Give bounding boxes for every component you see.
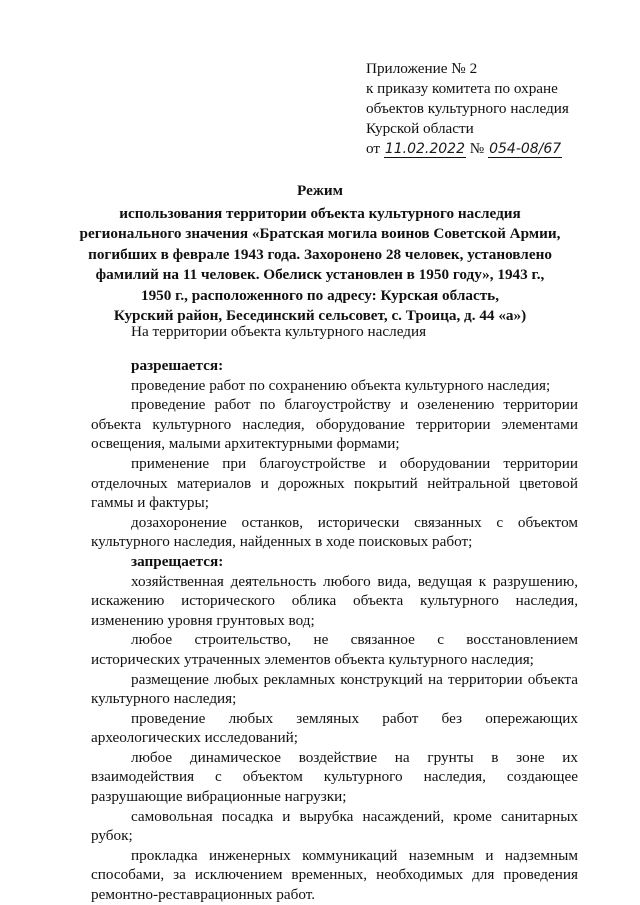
appendix-line-3: объектов культурного наследия: [366, 100, 569, 117]
document-title: [70, 181, 570, 327]
forbidden-item: любое динамическое воздействие на грунты в зоне их взаимодействия с объектом культурного наследия, создающее разрушающие вибрационные нагрузки;: [91, 748, 578, 806]
title-line: погибших в феврале 1943 года. Захоронено 28 человек, установлено: [88, 245, 552, 263]
forbidden-item: самовольная посадка и вырубка насаждений, кроме санитарных рубок;: [91, 807, 578, 845]
forbidden-item: проведение любых земляных работ без опережающих археологических исследований;: [91, 709, 578, 747]
title-line: 1950 г., расположенного по адресу: Курская область,: [140, 286, 500, 304]
order-date-number: [366, 139, 569, 159]
intro-text: На территории объекта культурного наследия: [131, 323, 427, 340]
allowed-item: проведение работ по благоустройству и озеленению территории объекта культурного наследия, оборудование территории элементами освещения, малыми архитектурными формами;: [91, 396, 578, 453]
appendix-line-2: к приказу комитета по охране: [366, 80, 558, 97]
title-line: фамилий на 11 человек. Обелиск установлен в 1950 году», 1943 г.,: [95, 266, 545, 283]
number-prefix: №: [469, 140, 485, 157]
title-line: использования территории объекта культурного наследия: [119, 204, 521, 222]
forbidden-item: прокладка инженерных коммуникаций наземным и надземным способами, за исключением временных, необходимых для проведения ремонтно-реставрационных работ.: [91, 846, 578, 904]
forbidden-item: любое строительство, не связанное с восстановлением исторических утраченных элементов объекта культурного наследия;: [91, 631, 578, 668]
allowed-item: проведение работ по сохранению объекта культурного наследия;: [131, 376, 551, 394]
regime-body: [91, 356, 578, 905]
appendix-block: [366, 59, 569, 159]
allowed-item: применение при благоустройстве и оборудовании территории отделочных материалов и дорожных покрытий нейтральной цветовой гаммы и фактуры;: [91, 454, 578, 512]
date-prefix: от: [366, 140, 381, 157]
appendix-line-4: Курской области: [366, 120, 474, 137]
order-number: 054-08/67: [489, 141, 562, 157]
forbidden-heading: запрещается:: [131, 552, 224, 570]
forbidden-item: хозяйственная деятельность любого вида, ведущая к разрушению, искажению исторического облика объекта культурного наследия, изменению уровня грунтовых вод;: [91, 572, 578, 629]
allowed-heading: разрешается:: [131, 357, 224, 374]
title-line: Курский район, Бесединский сельсовет, с. Троица, д. 44 «а»): [113, 307, 527, 324]
allowed-item: дозахоронение останков, исторически связанных с объектом культурного наследия, найденных в ходе поисковых работ;: [91, 513, 578, 551]
order-date: 11.02.2022: [384, 141, 465, 157]
title-heading: Режим: [297, 182, 343, 199]
appendix-line-1: Приложение № 2: [366, 60, 478, 77]
title-line: регионального значения «Братская могила воинов Советской Армии,: [79, 225, 561, 242]
forbidden-item: размещение любых рекламных конструкций на территории объекта культурного наследия;: [91, 670, 578, 708]
